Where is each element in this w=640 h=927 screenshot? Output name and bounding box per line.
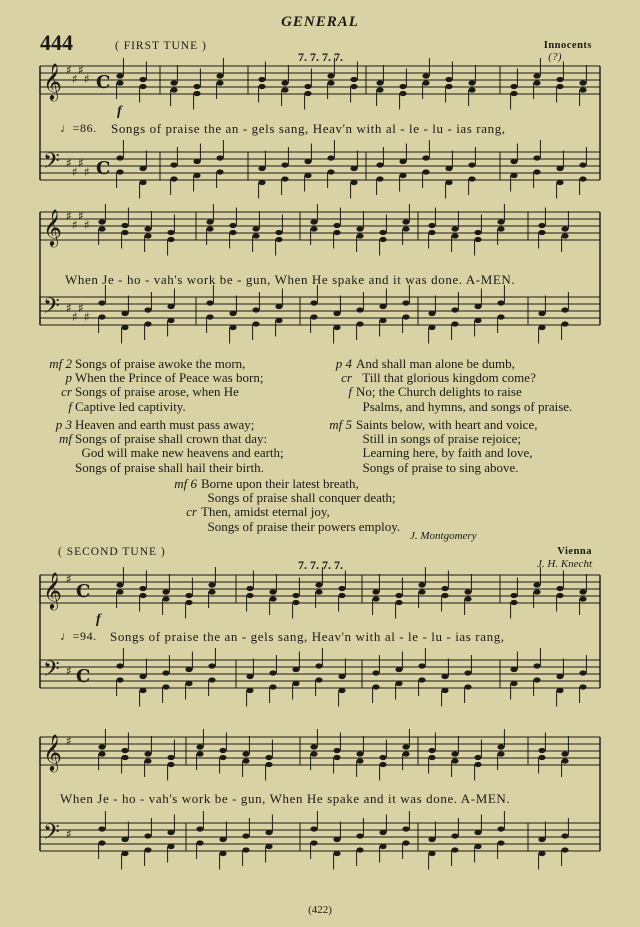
first-tune-meter: 7. 7. 7. 7. bbox=[298, 50, 343, 64]
verse-6-text: Borne upon their latest breath, Songs of praise shall conquer death; Then, amidst eternal joy, Songs of praise their powers employ. bbox=[201, 476, 401, 534]
svg-text:♯: ♯ bbox=[66, 301, 72, 315]
svg-text:𝄞: 𝄞 bbox=[43, 733, 62, 771]
second-tune-lyrics-line1: Songs of praise the an - gels sang, Heav'n with al - le - lu - ias rang, bbox=[110, 629, 505, 644]
second-tune-tempo: ♩=94. bbox=[60, 629, 97, 643]
first-tune-tempo: ♩=86. bbox=[60, 121, 97, 135]
verse-5-marks: mf 5 bbox=[329, 417, 352, 432]
first-tune-source: (?) bbox=[548, 52, 562, 63]
svg-text:♯: ♯ bbox=[84, 165, 90, 179]
second-tune-composer: J. H. Knecht bbox=[537, 558, 592, 570]
verse-2-text: Songs of praise awoke the morn, When the Prince of Peace was born; Songs of praise arose, when He Captive led captivity. bbox=[75, 356, 264, 414]
svg-text:♯: ♯ bbox=[66, 63, 72, 77]
second-tune-dynamic: f bbox=[96, 612, 101, 627]
hymn-number: 444 bbox=[40, 30, 73, 55]
first-tune-lyrics-line1: Songs of praise the an - gels sang, Heav'n with al - le - lu - ias rang, bbox=[111, 121, 506, 136]
svg-text:♯: ♯ bbox=[84, 72, 90, 86]
svg-text:♯: ♯ bbox=[66, 572, 72, 586]
svg-text:♯: ♯ bbox=[84, 218, 90, 232]
svg-text:♯: ♯ bbox=[78, 63, 84, 77]
svg-text:♯: ♯ bbox=[66, 209, 72, 223]
svg-text:𝄢: 𝄢 bbox=[43, 294, 60, 324]
page-number: (422) bbox=[308, 904, 332, 916]
svg-text:C: C bbox=[76, 581, 91, 602]
svg-text:𝄢: 𝄢 bbox=[43, 149, 60, 179]
second-tune-meter: 7. 7. 7. 7. bbox=[298, 558, 343, 572]
second-tune-lyrics-line2: When Je - ho - vah's work be - gun, When He spake and it was done. A-MEN. bbox=[60, 791, 511, 806]
svg-text:♯: ♯ bbox=[72, 72, 78, 86]
verse-6-marks: mf 6 cr bbox=[174, 476, 197, 520]
svg-text:♯: ♯ bbox=[78, 209, 84, 223]
verse-4-marks: p 4 cr f bbox=[335, 356, 352, 400]
svg-text:♯: ♯ bbox=[72, 218, 78, 232]
section-title: GENERAL bbox=[281, 14, 359, 30]
svg-text:♯: ♯ bbox=[78, 301, 84, 315]
second-tune-label: ( SECOND TUNE ) bbox=[58, 546, 166, 558]
svg-text:♯: ♯ bbox=[78, 156, 84, 170]
svg-text:♯: ♯ bbox=[66, 827, 72, 841]
svg-text:𝄢: 𝄢 bbox=[43, 820, 60, 850]
svg-text:♯: ♯ bbox=[66, 664, 72, 678]
verse-author: J. Montgomery bbox=[410, 530, 477, 542]
verse-5-text: Saints below, with heart and voice, Still in songs of praise rejoice; Learning here, by faith and love, Songs of praise to sing above. bbox=[356, 417, 538, 475]
first-tune-label: ( FIRST TUNE ) bbox=[115, 40, 207, 52]
first-tune-dynamic: f bbox=[117, 104, 122, 119]
svg-text:𝄢: 𝄢 bbox=[43, 657, 60, 687]
svg-text:♯: ♯ bbox=[72, 165, 78, 179]
svg-text:♯: ♯ bbox=[66, 156, 72, 170]
second-tune-name: Vienna bbox=[557, 546, 592, 557]
first-tune-lyrics-line2: When Je - ho - vah's work be - gun, When He spake and it was done. A-MEN. bbox=[65, 272, 516, 287]
svg-text:C: C bbox=[96, 72, 111, 93]
first-tune-name: Innocents bbox=[543, 40, 592, 51]
svg-text:𝄞: 𝄞 bbox=[43, 208, 62, 246]
svg-text:♯: ♯ bbox=[72, 310, 78, 324]
svg-text:𝄞: 𝄞 bbox=[43, 62, 62, 100]
verse-3-marks: p 3 mf bbox=[55, 417, 72, 447]
verse-4-text: And shall man alone be dumb, Till that glorious kingdom come? No; the Church delights to raise Psalms, and hymns, and songs of praise. bbox=[356, 356, 573, 414]
svg-text:♯: ♯ bbox=[84, 310, 90, 324]
svg-text:♯: ♯ bbox=[66, 734, 72, 748]
svg-text:𝄞: 𝄞 bbox=[43, 571, 62, 609]
svg-text:C: C bbox=[76, 666, 91, 687]
verse-2-marks: mf 2 p cr f bbox=[49, 356, 72, 414]
verse-3-text: Heaven and earth must pass away; Songs of praise shall crown that day: God will make new heavens and earth; Songs of praise shall hail their birth. bbox=[75, 417, 284, 475]
svg-text:C: C bbox=[96, 158, 111, 179]
